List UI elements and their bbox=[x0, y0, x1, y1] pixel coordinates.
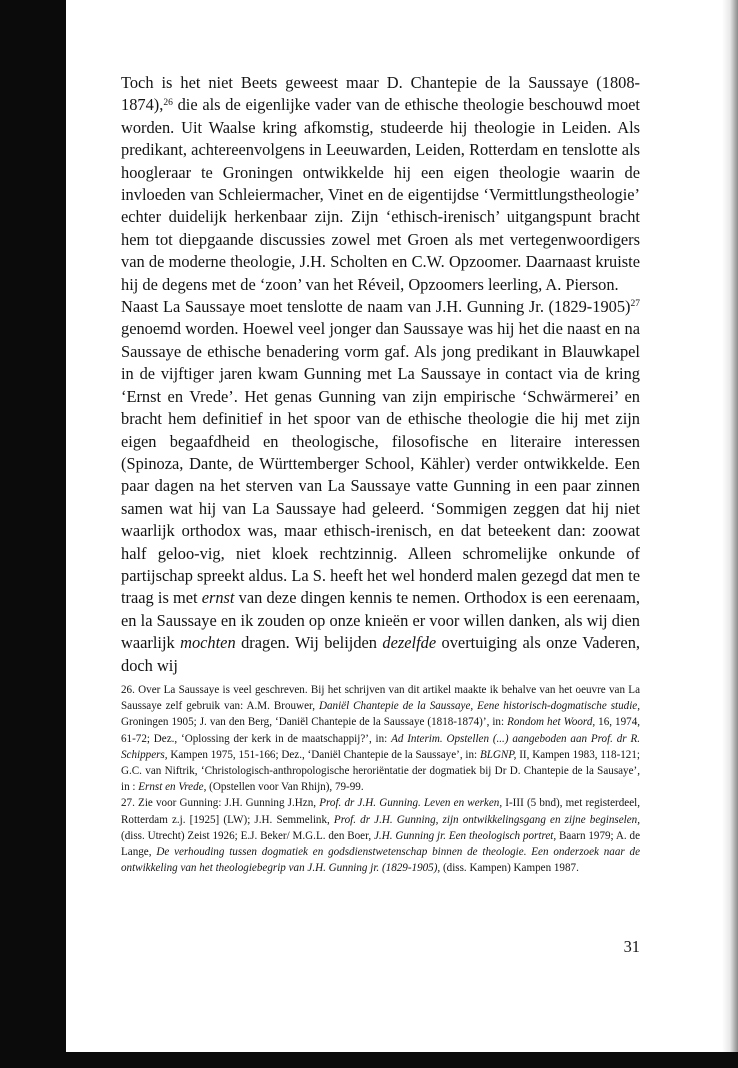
paragraph-saussaye: Toch is het niet Beets geweest maar D. Chantepie de la Saussaye (1808-1874),$^{26}$ die als de eigenlijke vader van de ethische theologie beschouwd moet worden. Uit Waalse kring afkomstig, studeerde hij theologie in Leiden. Als predikant, achtereenvolgens in Leeuwarden, Leiden, Rotterdam en tenslotte als hoogleraar te Groningen ontwikkelde hij een eigen theologie waarin de invloeden van Schleiermacher, Vinet en de eigentijdse ‘Vermittlungstheologie’ echter duidelijk herkenbaar zijn. Zijn ‘ethisch-irenisch’ uitgangspunt bracht hem tot diepgaande discussies zowel met Groen als met vertegenwoordigers van de moderne theologie, J.H. Scholten en C.W. Opzoomer. Daarnaast kruiste hij de degens met de ‘zoon’ van het Réveil, Opzoomers leerling, A. Pierson. bbox=[121, 73, 640, 294]
footnote-ref-27[interactable]: 27 bbox=[630, 299, 640, 310]
footnote-27: 27. Zie voor Gunning: J.H. Gunning J.Hzn, Prof. dr J.H. Gunning. Leven en werken, I-III (5 bnd), met registerdeel, Rotterdam z.j. [1925] (LW); J.H. Semmelink, Prof. dr J.H. Gunning, zijn ontwikkelingsgang en zijne beginselen, (diss. Utrecht) Zeist 1926; E.J. Beker/ M.G.L. den Boer, J.H. Gunning jr. Een theologisch portret, Baarn 1979; A. de Lange, De verhouding tussen dogmatiek en godsdienstwetenschap binnen de theologie. Een onderzoek naar de ontwikkeling van het theologiebegrip van J.H. Gunning jr. (1829-1905), (diss. Kampen) Kampen 1987. bbox=[121, 797, 640, 875]
paragraph-gunning: Naast La Saussaye moet tenslotte de naam van J.H. Gunning Jr. (1829-1905)$^{27}$ genoemd worden. Hoewel veel jonger dan Saussaye was hij het die naast en na Saussaye de ethische benadering vorm gaf. Als jong predikant in Blauwkapel in de vijftiger jaren kwam Gunning met La Saussaye in contact via de kring ‘Ernst en Vrede’. Het genas Gunning van zijn empirische ‘Schwärmerei’ en bracht hem definitief in het spoor van de ethische theologie die hij met zijn eigen begaafdheid en theologische, filosofische en literaire interessen (Spinoza, Dante, de Württemberger School, Kähler) verder ontwikkelde. Een paar dagen na het sterven van La Saussaye vatte Gunning in een paar zinnen samen wat hij van La Saussaye had geleerd. ‘Sommigen zeggen dat hij niet waarlijk orthodox was, maar ethisch-irenisch, en dat beteekent dan: zoowat half geloo-vig, niet kloek rechtzinnig. Alleen schromelijke onkunde of partijschap spreekt aldus. La S. heeft het wel honderd malen gezegd dat men te traag is met ernst van deze dingen kennis te nemen. Orthodox is een eerenaam, en la Saussaye en ik zouden op onze knieën er voor willen danken, als wij dien waarlijk mochten dragen. Wij belijden dezelfde overtuiging als onze Vaderen, doch wij bbox=[121, 297, 641, 675]
footnote-ref-26[interactable]: 26 bbox=[163, 97, 173, 108]
body-text bbox=[121, 72, 640, 677]
scan-border-left bbox=[0, 0, 66, 1068]
footnotes bbox=[121, 682, 640, 876]
footnote-26: 26. Over La Saussaye is veel geschreven. Bij het schrijven van dit artikel maakte ik behalve van het oeuvre van La Saussaye zelf gebruik van: A.M. Brouwer, Daniël Chantepie de la Saussaye, Eene historisch-dogmatische studie, Groningen 1905; J. van den Berg, ‘Daniël Chantepie de la Saussaye (1818-1874)’, in: Rondom het Woord, 16, 1974, 61-72; Dez., ‘Oplossing der kerk in de maatschappij?’, in: Ad Interim. Opstellen (...) aangeboden aan Prof. dr R. Schippers, Kampen 1975, 151-166; Dez., ‘Daniël Chantepie de la Saussaye’, in: BLGNP, II, Kampen 1983, 118-121; G.C. van Niftrik, ‘Christologisch-anthropologische heroriëntatie der dogmatiek bij Dr D. Chantepie de la Sausaye’, in : Ernst en Vrede, (Opstellen voor Van Rhijn), 79-99. bbox=[121, 684, 641, 794]
page-number: 31 bbox=[623, 937, 640, 956]
scan-border-bottom bbox=[0, 1052, 738, 1068]
scan-edge-right bbox=[722, 0, 738, 1068]
